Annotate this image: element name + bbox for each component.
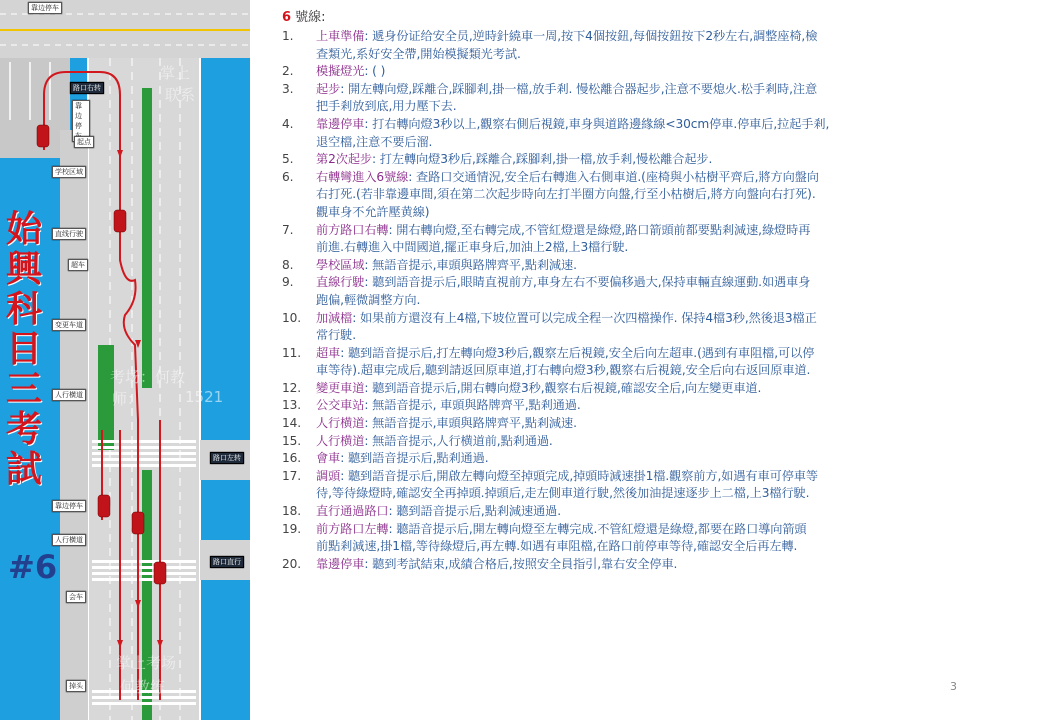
- step-title: 靠邊停車: [316, 556, 365, 571]
- step-title: 變更車道: [316, 380, 365, 395]
- step-item: [282, 503, 1030, 521]
- step-text: : 遞身份证给安全员,逆時針繞車一周,按下4個按鈕,每個按鈕按下2秒左右,調整座椅,檢: [364, 29, 818, 43]
- watermark: 何教练: [120, 678, 166, 696]
- step-text: : 聽到語音提示后,開右轉向燈3秒,觀察右后視鏡,確認安全后,向左變更車道.: [364, 380, 762, 395]
- step-number: 1.: [282, 29, 294, 43]
- step-title: 學校區域: [316, 257, 365, 272]
- step-text: : 查路口交通情況,安全后右轉進入右側車道.(座椅與小枯樹平齊后,將方向盤向: [408, 169, 819, 184]
- step-number: 14.: [282, 416, 302, 431]
- route-heading-number: 6: [282, 10, 292, 25]
- step-text: : 聽到語音提示后,點剎減速通過.: [388, 504, 561, 519]
- step-number: 13.: [282, 398, 302, 413]
- step-number: 7.: [282, 222, 294, 237]
- step-item: [282, 380, 1030, 398]
- step-title: 人行横道: [316, 416, 365, 431]
- step-text: : ( ): [364, 64, 386, 79]
- step-item: [282, 81, 1030, 116]
- step-text: : 開右轉向燈,至右轉完成,不管紅燈還是綠燈,路口箭頭前都要點剎減速,綠燈時再: [388, 222, 811, 237]
- sign-crosswalk: 人行横道: [52, 389, 86, 401]
- step-title: 人行横道: [316, 433, 365, 448]
- route-number: #6: [8, 548, 58, 586]
- step-title: 起步: [316, 81, 341, 96]
- step-number: 9.: [282, 275, 294, 290]
- step-number: 8.: [282, 257, 294, 272]
- step-text-cont: 退空檔,注意不要后溜.: [316, 134, 433, 149]
- step-title: 右轉彎進入6號線: [316, 169, 409, 184]
- sign-side-stop: 靠边停: [72, 100, 90, 142]
- step-item: [282, 63, 1030, 81]
- step-title: 前方路口左轉: [316, 521, 389, 536]
- step-list: [282, 28, 1030, 573]
- step-text-cont: 觀車身不允許壓黄線): [316, 204, 430, 219]
- step-text: : 打右轉向燈3秒以上,觀察右側后視鏡,車身與道路邊緣線<30cm停車.停車后,拉起手剎,: [364, 116, 830, 131]
- step-item: [282, 468, 1030, 503]
- step-text-cont: 常行駛.: [316, 328, 357, 343]
- step-item: [282, 556, 1030, 574]
- page-number: 3: [950, 680, 957, 693]
- step-item: [282, 345, 1030, 380]
- step-number: 18.: [282, 504, 302, 519]
- step-item: [282, 28, 1030, 63]
- step-text: : 聽語音提示后,開左轉向燈至左轉完成.不管紅燈還是綠燈,都要在路口導向箭頭: [388, 521, 807, 536]
- step-text: : 聽到語音提示后,打左轉向燈3秒后,觀察左后視鏡,安全后向左超車.(遇到有車阻檔,可以停: [340, 345, 815, 360]
- sign-start: 起点: [74, 136, 94, 148]
- step-item: [282, 116, 1030, 151]
- sign-through: 路口直行: [210, 556, 244, 568]
- step-number: 10.: [282, 310, 302, 325]
- sign-meet: 会车: [66, 591, 86, 603]
- step-text-cont: 把手剎放到底,用力壓下去.: [316, 99, 457, 114]
- step-title: 直線行駛: [316, 275, 365, 290]
- watermark: 1521: [185, 388, 224, 406]
- step-text: : 無語音提示, 車頭與路牌齊平,點剎通過.: [364, 398, 581, 413]
- watermark: 掌上: [160, 64, 191, 82]
- step-title: 加減檔: [316, 310, 353, 325]
- step-text-cont: 前點剎減速,掛1檔,等待綠燈后,再左轉.如遇有車阻檔,在路口前停車等待,確認安全后再左轉.: [316, 539, 798, 554]
- route-map: [0, 0, 250, 720]
- step-text: : 如果前方還沒有上4檔,下坡位置可以完成全程一次四檔操作. 保持4檔3秒,然後退3檔正: [352, 310, 817, 325]
- watermark: 掌上考场: [116, 654, 177, 672]
- sign-left-turn: 路口左转: [210, 452, 244, 464]
- step-text-cont: 查類光,系好安全帶,開始模擬類光考試.: [316, 46, 521, 61]
- sign-straight: 直线行驶: [52, 228, 86, 240]
- step-text: : 聽到語音提示后,點剎通過.: [340, 451, 489, 466]
- watermark: 师：: [112, 390, 143, 408]
- step-number: 3.: [282, 81, 294, 96]
- sign-uturn: 掉头: [66, 680, 86, 692]
- step-item: [282, 274, 1030, 309]
- step-text: : 聽到考試結束,成績合格后,按照安全員指引,靠右安全停車.: [364, 556, 678, 571]
- step-title: 直行通過路口: [316, 504, 389, 519]
- step-item: [282, 397, 1030, 415]
- step-number: 20.: [282, 556, 302, 571]
- step-title: 第2次起步: [316, 152, 373, 167]
- step-item: [282, 415, 1030, 433]
- step-title: 上車準備: [316, 29, 365, 43]
- step-text: : 無語音提示,車頭與路牌齊平,點剎減速.: [364, 416, 577, 431]
- step-number: 6.: [282, 169, 294, 184]
- step-text-cont: 跑偏,輕微調整方向.: [316, 292, 421, 307]
- step-text: : 開左轉向燈,踩離合,踩腳剎,掛一檔,放手剎. 慢松離合器起步,注意不要熄火.松手剎時,注意: [340, 81, 818, 96]
- step-title: 調頭: [316, 468, 341, 483]
- step-item: [282, 257, 1030, 275]
- step-number: 12.: [282, 380, 302, 395]
- step-text: : 聽到語音提示后,眼睛直視前方,車身左右不要偏移過大,保持車輛直線運動.如遇車身: [364, 275, 811, 290]
- step-item: [282, 450, 1030, 468]
- step-number: 5.: [282, 152, 294, 167]
- step-item: [282, 222, 1030, 257]
- step-title: 公交車站: [316, 398, 365, 413]
- step-title: 超車: [316, 345, 341, 360]
- step-number: 15.: [282, 433, 302, 448]
- step-text: : 打左轉向燈3秒后,踩離合,踩腳剎,掛一檔,放手剎,慢松離合起步.: [372, 152, 713, 167]
- watermark: 联系: [165, 86, 196, 104]
- step-text: : 無語音提示,車頭與路牌齊平,點剎減速.: [364, 257, 577, 272]
- route-heading-label: 號線:: [291, 10, 326, 25]
- step-title: 模擬燈光: [316, 64, 365, 79]
- step-text: : 聽到語音提示后,開啟左轉向燈至掉頭完成,掉頭時減速掛1檔.觀察前方,如遇有車可停車等: [340, 468, 818, 483]
- step-item: [282, 433, 1030, 451]
- sign-lane-change: 变更车道: [52, 319, 86, 331]
- step-number: 17.: [282, 468, 302, 483]
- sign-school: 学校区域: [52, 166, 86, 178]
- step-number: 11.: [282, 345, 302, 360]
- step-number: 2.: [282, 64, 294, 79]
- step-text-cont: 右打死.(若非靠邊車間,須在第二次起步時向左打半圈方向盤,行至小枯樹后,將方向盤向右打死).: [316, 187, 816, 202]
- step-title: 靠邊停車: [316, 116, 365, 131]
- route-heading: [282, 8, 1030, 28]
- side-title: 始興科目三考試: [5, 209, 42, 490]
- step-number: 16.: [282, 451, 302, 466]
- step-item: [282, 310, 1030, 345]
- step-item: [282, 151, 1030, 169]
- step-number: 4.: [282, 116, 294, 131]
- step-item: [282, 169, 1030, 222]
- sign-top-stop: 靠边停车: [28, 2, 62, 14]
- step-text-cont: 車等待).超車完成后,聽到請返回原車道,打右轉向燈3秒,觀察右后視鏡,安全后向右返回原車道.: [316, 363, 811, 378]
- sign-right-turn: 路口右转: [70, 82, 104, 94]
- step-text-cont: 前進.右轉進入中間國道,擺正車身后,加油上2檔,上3檔行駛.: [316, 240, 629, 255]
- sign-overtake: 超车: [68, 259, 88, 271]
- step-text: : 無語音提示,人行横道前,點剎通過.: [364, 433, 553, 448]
- step-number: 19.: [282, 521, 302, 536]
- document: [282, 8, 1030, 573]
- sign-crosswalk-2: 人行横道: [52, 534, 86, 546]
- step-item: [282, 521, 1030, 556]
- watermark: 考场：何教: [110, 368, 186, 386]
- sign-stop-2: 靠边停车: [52, 500, 86, 512]
- step-title: 前方路口右轉: [316, 222, 389, 237]
- step-text-cont: 待,等待綠燈時,確認安全再掉頭.掉頭后,走左側車道行駛,然後加油提速逐步上二檔,上3檔行駛.: [316, 486, 810, 501]
- step-title: 會車: [316, 451, 341, 466]
